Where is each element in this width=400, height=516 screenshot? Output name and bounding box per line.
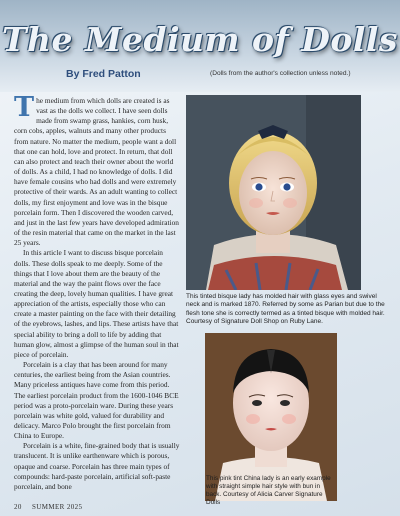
byline: By Fred Patton [66, 68, 141, 80]
bisque-doll-photo [186, 95, 361, 290]
issue-label: SUMMER 2025 [31, 503, 83, 511]
paragraph: Porcelain is a clay that has been around for many centuries, the earliest being from the Asian countries. Many priceless antiques have come from this period. The earliest porcelain product from the 1600-1046 BCE period was a proto-porcelain ware. During these years porcelain was white gold, valued for durability and delicacy. Marco Polo brought the first porcelain from China to Europe. [14, 360, 179, 441]
collection-note: (Dolls from the author's collection unless noted.) [210, 70, 351, 77]
drop-cap: T [14, 92, 35, 123]
paragraph: In this article I want to discuss bisque porcelain dolls. These dolls speak to me deeply. Some of the things that I love about them are the beauty of the material and the way the paint flows over the face creating the deep, lovely human qualities. I have great appreciation of the artists, especially those who can create a master painting on the face with their detailing of the eyebrows, lashes, and lips. These artists have that special ability to bring a doll to life by adding that human glow, almost a glimpse of the human soul in that piece of porcelain. [14, 248, 179, 359]
figure-caption: This tinted bisque lady has molded hair with glass eyes and swivel neck and is marked 1870. Referred by some as Parian but due to the flesh tone she is correctly termed as a tinted bisque with molded hair. Courtesy of Signature Doll Shop on Ruby Lane. [186, 293, 385, 325]
paragraph [14, 92, 180, 248]
page-footer [14, 503, 90, 511]
page-number: 20 [14, 503, 22, 511]
article-body [14, 92, 180, 492]
figure-caption: This pink tint China lady is an early example with straight simple hair style with bun in back. Courtesy of Alicia Carver Signature Dolls [206, 475, 331, 506]
paragraph-text: he medium from which dolls are created is as vast as the dolls we collect. I have seen dolls made from swamp grass, hankies, corn husk, corn cobs, apples, walnuts and many other products from nature. No matter the medium, people want a doll that one can hold, love and protect. In return, that doll can also protect and teach their owner about the world of dolls. As a child, I had no knowledge of dolls. I did have female cousins who had dolls and were extremely protective of their wards. As an adult wanting to collect dolls, my first enjoyment and love was in the bisque porcelain form. Then I discovered the wooden carved, and just in the last few years have developed admiration of the resin material that came on the market in the last 25 years. [14, 96, 179, 248]
paragraph: Porcelain is a white, fine-grained body that is usually translucent. It is unlike earthenware which is porous, opaque and coarse. Porcelain has three main types of compounds: hard-paste porcelain, artificial soft-paste porcelain, and bone [14, 441, 180, 491]
article-title: The Medium of Dolls [1, 20, 399, 59]
